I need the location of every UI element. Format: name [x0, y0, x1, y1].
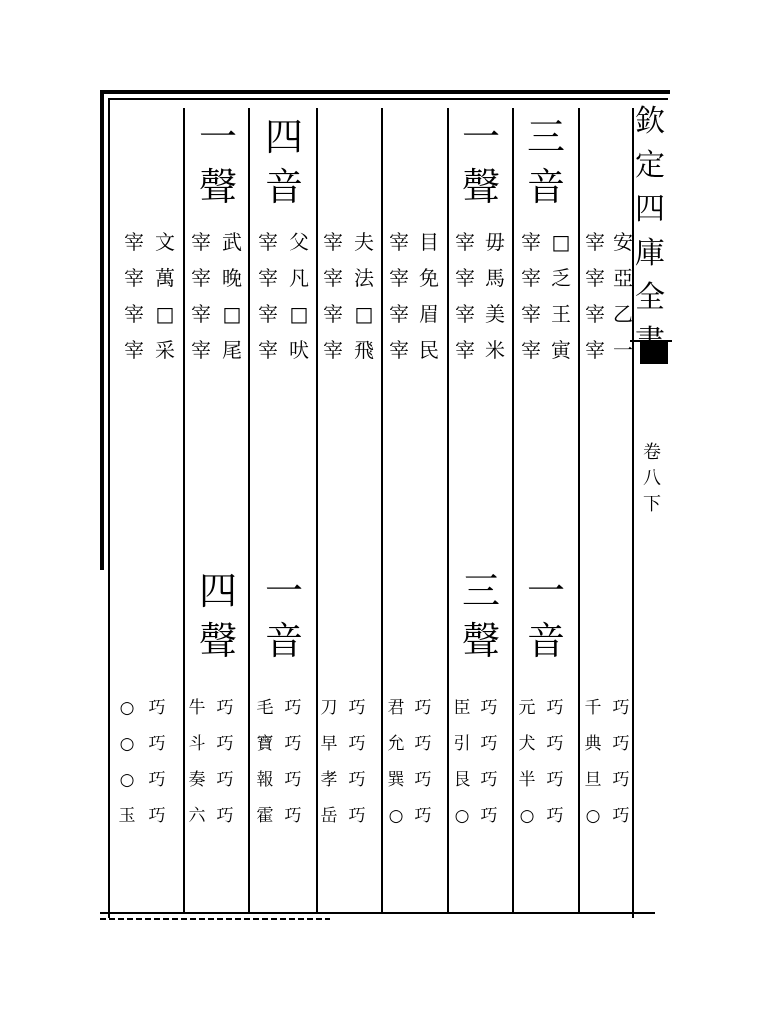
lower-column-marker: 巧 巧 巧 巧 [284, 698, 302, 826]
book-title: 欽 定 四 庫 全 [635, 104, 665, 315]
lower-column-chars: 牛 斗 奏 六 [188, 698, 206, 826]
lower-column-marker: 巧 巧 巧 巧 [612, 698, 630, 826]
upper-column-marker: 宰 宰 宰 宰 [389, 230, 409, 362]
lower-column-marker: 巧 巧 巧 巧 [148, 698, 166, 826]
lower-column-chars: 臣 引 艮 ○ [453, 698, 471, 826]
upper-column-marker: 宰 宰 宰 宰 [124, 230, 144, 362]
upper-column-chars: 夫 法 □ 飛 [354, 230, 374, 362]
upper-heading-one-sound-2: 一 聲 [198, 115, 237, 209]
upper-column-marker: 宰 宰 宰 宰 [323, 230, 343, 362]
lower-column-marker: 巧 巧 巧 巧 [216, 698, 234, 826]
upper-column-marker: 宰 宰 宰 宰 [521, 230, 541, 362]
upper-heading-one-sound: 一 聲 [461, 115, 500, 209]
lower-heading-three-sounds: 三 聲 [461, 569, 500, 663]
upper-column-chars: 目 免 眉 民 [419, 230, 439, 362]
lower-heading-one-tone-2: 一 音 [264, 569, 303, 663]
upper-column-chars: 文 萬 □ 采 [155, 230, 175, 362]
upper-column-chars: 父 凡 □ 吠 [289, 230, 309, 362]
frame-top-border [100, 90, 670, 94]
lower-column-chars: ○ ○ ○ 玉 [118, 698, 136, 826]
margin-block-mark [640, 342, 668, 364]
lower-heading-one-tone: 一 音 [526, 569, 565, 663]
volume-label: 卷 八 下 [643, 442, 661, 515]
lower-column-chars: 君 允 巽 ○ [387, 698, 405, 826]
lower-column-chars: 毛 寶 報 霍 [256, 698, 274, 826]
lower-column-chars: 元 犬 半 ○ [518, 698, 536, 826]
upper-column-chars: 安 亞 乙 一 [613, 230, 633, 362]
upper-heading-four-tones: 四 音 [264, 115, 303, 209]
upper-heading-three-tones: 三 音 [526, 115, 565, 209]
lower-column-marker: 巧 巧 巧 巧 [480, 698, 498, 826]
lower-column-chars: 千 典 旦 ○ [584, 698, 602, 826]
upper-column-chars: 武 晚 □ 尾 [222, 230, 242, 362]
upper-column-marker: 宰 宰 宰 宰 [455, 230, 475, 362]
frame-left-border [100, 90, 104, 570]
upper-column-marker: 宰 宰 宰 宰 [191, 230, 211, 362]
upper-column-marker: 宰 宰 宰 宰 [258, 230, 278, 362]
upper-column-chars: 毋 馬 美 米 [485, 230, 505, 362]
lower-heading-four-sounds: 四 聲 [198, 569, 237, 663]
lower-column-marker: 巧 巧 巧 巧 [546, 698, 564, 826]
frame-bottom-dashed-border [100, 918, 330, 920]
lower-column-chars: 刀 早 孝 岳 [320, 698, 338, 826]
upper-column-marker: 宰 宰 宰 宰 [585, 230, 605, 362]
frame-left-inner-border [108, 98, 110, 918]
frame-top-inner-border [108, 98, 668, 100]
upper-column-chars: □ 乏 王 寅 [551, 230, 571, 362]
column-divider [248, 108, 250, 913]
lower-column-marker: 巧 巧 巧 巧 [348, 698, 366, 826]
lower-column-marker: 巧 巧 巧 巧 [414, 698, 432, 826]
